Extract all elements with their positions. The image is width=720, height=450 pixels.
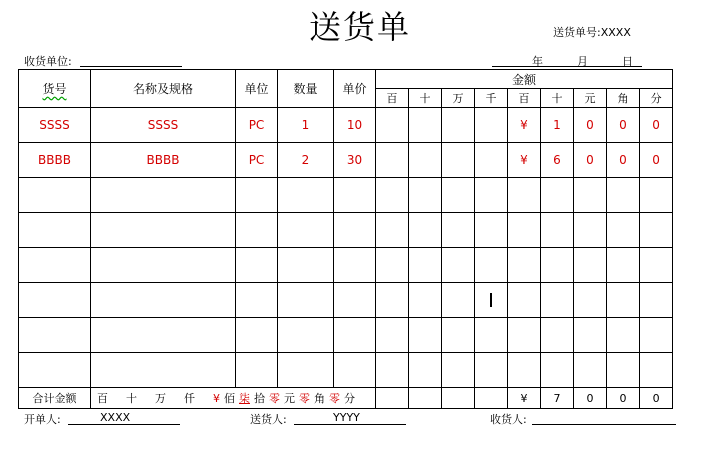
digit-header-cell: 千 xyxy=(475,89,508,108)
consignee-line[interactable] xyxy=(532,424,676,425)
digit-cell[interactable] xyxy=(442,108,475,143)
digit-cell[interactable] xyxy=(640,248,673,283)
digit-cell[interactable]: 1 xyxy=(541,108,574,143)
date-month: 月 xyxy=(577,55,588,68)
document-title: 送货单 xyxy=(308,8,411,46)
amount-word: 元 xyxy=(284,392,295,405)
digit-cell[interactable]: 6 xyxy=(541,143,574,178)
digit-cell[interactable] xyxy=(376,143,409,178)
digit-cell[interactable]: 0 xyxy=(607,108,640,143)
cell-item-no[interactable] xyxy=(19,248,91,283)
cell-price[interactable] xyxy=(334,353,376,388)
cell-unit[interactable] xyxy=(236,353,278,388)
total-digit-cell[interactable]: 7 xyxy=(541,388,574,409)
digit-header-cell: 元 xyxy=(574,89,607,108)
table-row xyxy=(19,318,673,353)
amount-word: 拾 xyxy=(254,392,265,405)
digit-cell[interactable] xyxy=(541,318,574,353)
digit-cell[interactable] xyxy=(475,178,508,213)
digit-cell[interactable] xyxy=(376,213,409,248)
digit-cell[interactable]: 0 xyxy=(640,143,673,178)
digit-header-cell: 分 xyxy=(640,89,673,108)
digit-cell[interactable] xyxy=(607,353,640,388)
cell-item-no[interactable] xyxy=(19,353,91,388)
receiver-unit-label: 收货单位: xyxy=(24,55,72,68)
delivery-table xyxy=(18,69,673,409)
digit-cell[interactable] xyxy=(409,213,442,248)
digit-cell[interactable] xyxy=(541,178,574,213)
table-row xyxy=(19,178,673,213)
cell-item-no[interactable]: BBBB xyxy=(19,143,91,178)
cell-price[interactable] xyxy=(334,213,376,248)
digit-cell[interactable] xyxy=(541,213,574,248)
header-unit: 单位 xyxy=(236,70,278,108)
receiver-unit-line[interactable] xyxy=(80,66,182,67)
cell-qty[interactable] xyxy=(278,213,334,248)
cell-price[interactable] xyxy=(334,318,376,353)
amount-word: 分 xyxy=(344,392,355,405)
digit-cell[interactable] xyxy=(376,108,409,143)
digit-cell[interactable] xyxy=(475,318,508,353)
digit-cell[interactable] xyxy=(376,283,409,318)
amount-word: 角 xyxy=(314,392,325,405)
table-row xyxy=(19,353,673,388)
total-digit-cell[interactable] xyxy=(475,388,508,409)
total-amount-in-words xyxy=(91,388,376,409)
doc-number: 送货单号:XXXX xyxy=(553,26,631,39)
digit-cell[interactable] xyxy=(574,178,607,213)
digit-cell[interactable] xyxy=(475,143,508,178)
cell-name[interactable] xyxy=(91,248,236,283)
total-digit-cell[interactable]: 0 xyxy=(607,388,640,409)
cell-qty[interactable] xyxy=(278,353,334,388)
cell-unit[interactable] xyxy=(236,283,278,318)
digit-cell[interactable] xyxy=(574,318,607,353)
cell-item-no[interactable] xyxy=(19,213,91,248)
cell-name[interactable] xyxy=(91,318,236,353)
digit-cell[interactable] xyxy=(409,283,442,318)
date-year: 年 xyxy=(532,55,543,68)
total-row xyxy=(19,388,673,409)
digit-cell[interactable] xyxy=(409,318,442,353)
cell-price[interactable]: 30 xyxy=(334,143,376,178)
cell-qty[interactable] xyxy=(278,318,334,353)
cell-item-no[interactable] xyxy=(19,178,91,213)
header-name-spec: 名称及规格 xyxy=(91,70,236,108)
total-label: 合计金额 xyxy=(19,388,91,409)
issuer-value[interactable]: XXXX xyxy=(100,411,131,424)
cell-unit[interactable] xyxy=(236,178,278,213)
amount-word: 柒 xyxy=(239,392,250,405)
cell-qty[interactable] xyxy=(278,178,334,213)
digit-cell[interactable] xyxy=(640,318,673,353)
digit-cell[interactable] xyxy=(376,248,409,283)
cell-price[interactable] xyxy=(334,283,376,318)
table-row xyxy=(19,213,673,248)
digit-cell[interactable] xyxy=(442,318,475,353)
digit-header-cell: 十 xyxy=(541,89,574,108)
total-digit-cell[interactable]: 0 xyxy=(640,388,673,409)
cell-name[interactable] xyxy=(91,353,236,388)
digit-header-cell: 十 xyxy=(409,89,442,108)
digit-cell[interactable] xyxy=(508,248,541,283)
digit-header-cell: 角 xyxy=(607,89,640,108)
header-price: 单价 xyxy=(334,70,376,108)
digit-cell[interactable] xyxy=(409,143,442,178)
amount-word: 万 xyxy=(155,392,166,405)
cell-qty[interactable] xyxy=(278,283,334,318)
cell-name[interactable]: SSSS xyxy=(91,108,236,143)
total-digit-cell[interactable]: ¥ xyxy=(508,388,541,409)
header-row xyxy=(19,70,673,89)
digit-cell[interactable] xyxy=(508,353,541,388)
digit-cell[interactable] xyxy=(442,143,475,178)
digit-cell[interactable] xyxy=(442,213,475,248)
digit-cell[interactable] xyxy=(574,213,607,248)
header-amount: 金额 xyxy=(376,70,673,89)
digit-cell[interactable] xyxy=(508,178,541,213)
digit-cell[interactable] xyxy=(442,248,475,283)
digit-cell[interactable] xyxy=(541,353,574,388)
cell-qty[interactable]: 1 xyxy=(278,108,334,143)
table-row xyxy=(19,143,673,178)
cell-price[interactable] xyxy=(334,178,376,213)
digit-cell[interactable] xyxy=(475,283,508,318)
digit-cell[interactable] xyxy=(442,178,475,213)
digit-cell[interactable]: 0 xyxy=(574,143,607,178)
cell-unit[interactable] xyxy=(236,213,278,248)
digit-cell[interactable]: ¥ xyxy=(508,143,541,178)
cell-unit[interactable]: PC xyxy=(236,108,278,143)
amount-word: 零 xyxy=(299,392,310,405)
amount-word: 零 xyxy=(329,392,340,405)
text-cursor xyxy=(490,293,492,307)
issuer-line xyxy=(68,424,180,425)
digit-cell[interactable] xyxy=(607,248,640,283)
digit-cell[interactable] xyxy=(409,178,442,213)
digit-cell[interactable] xyxy=(508,213,541,248)
amount-word: 佰 xyxy=(224,392,235,405)
cell-name[interactable] xyxy=(91,213,236,248)
digit-cell[interactable] xyxy=(541,248,574,283)
digit-cell[interactable] xyxy=(640,283,673,318)
amount-word: 百 xyxy=(97,392,108,405)
digit-cell[interactable] xyxy=(574,283,607,318)
digit-cell[interactable] xyxy=(607,283,640,318)
consignee-label: 收货人: xyxy=(490,413,527,426)
deliverer-line xyxy=(294,424,406,425)
cell-item-no[interactable]: SSSS xyxy=(19,108,91,143)
cell-item-no[interactable] xyxy=(19,318,91,353)
amount-word: 十 xyxy=(126,392,137,405)
cell-qty[interactable]: 2 xyxy=(278,143,334,178)
issuer-label: 开单人: xyxy=(24,413,61,426)
digit-cell[interactable] xyxy=(475,213,508,248)
digit-cell[interactable] xyxy=(508,318,541,353)
digit-cell[interactable] xyxy=(607,318,640,353)
table-row xyxy=(19,283,673,318)
digit-cell[interactable] xyxy=(376,353,409,388)
amount-word: 零 xyxy=(269,392,280,405)
digit-cell[interactable] xyxy=(574,248,607,283)
deliverer-label: 送货人: xyxy=(250,413,287,426)
total-digit-cell[interactable] xyxy=(442,388,475,409)
total-digit-cell[interactable] xyxy=(376,388,409,409)
digit-cell[interactable]: 0 xyxy=(640,108,673,143)
cell-item-no[interactable] xyxy=(19,283,91,318)
cell-unit[interactable]: PC xyxy=(236,143,278,178)
digit-cell[interactable]: 0 xyxy=(607,143,640,178)
digit-cell[interactable] xyxy=(541,283,574,318)
amount-word: 仟 xyxy=(184,392,195,405)
digit-cell[interactable] xyxy=(640,353,673,388)
digit-cell[interactable] xyxy=(475,108,508,143)
date-day: 日 xyxy=(622,55,633,68)
digit-cell[interactable] xyxy=(574,353,607,388)
cell-unit[interactable] xyxy=(236,318,278,353)
cell-qty[interactable] xyxy=(278,248,334,283)
digit-cell[interactable] xyxy=(376,318,409,353)
digit-cell[interactable] xyxy=(376,178,409,213)
cell-name[interactable] xyxy=(91,178,236,213)
digit-cell[interactable] xyxy=(475,353,508,388)
digit-cell[interactable] xyxy=(607,213,640,248)
cell-price[interactable] xyxy=(334,248,376,283)
digit-cell[interactable] xyxy=(475,248,508,283)
total-digit-cell[interactable]: 0 xyxy=(574,388,607,409)
digit-cell[interactable] xyxy=(640,178,673,213)
digit-cell[interactable]: ¥ xyxy=(508,108,541,143)
table-row xyxy=(19,248,673,283)
digit-header-cell: 万 xyxy=(442,89,475,108)
digit-header-cell: 百 xyxy=(376,89,409,108)
digit-cell[interactable] xyxy=(508,283,541,318)
cell-unit[interactable] xyxy=(236,248,278,283)
digit-cell[interactable] xyxy=(640,213,673,248)
digit-header-cell: 百 xyxy=(508,89,541,108)
digit-cell[interactable] xyxy=(409,353,442,388)
digit-cell[interactable] xyxy=(607,178,640,213)
digit-cell[interactable]: 0 xyxy=(574,108,607,143)
amount-word: ¥ xyxy=(213,392,220,405)
header-item-no: 货号 xyxy=(19,70,91,108)
deliverer-value[interactable]: YYYY xyxy=(333,411,360,424)
digit-cell[interactable] xyxy=(442,353,475,388)
cell-name[interactable]: BBBB xyxy=(91,143,236,178)
header-qty: 数量 xyxy=(278,70,334,108)
digit-cell[interactable] xyxy=(409,248,442,283)
digit-cell[interactable] xyxy=(442,283,475,318)
digit-cell[interactable] xyxy=(409,108,442,143)
total-digit-cell[interactable] xyxy=(409,388,442,409)
table-row xyxy=(19,108,673,143)
date-line xyxy=(492,66,642,67)
cell-price[interactable]: 10 xyxy=(334,108,376,143)
cell-name[interactable] xyxy=(91,283,236,318)
